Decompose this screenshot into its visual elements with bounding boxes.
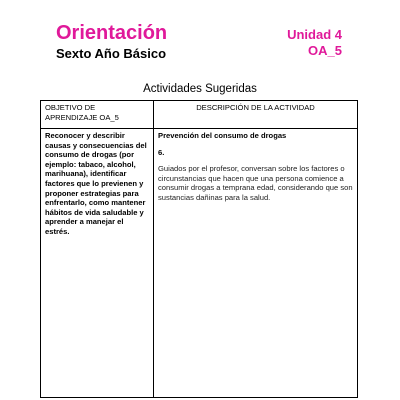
activity-description: Guiados por el profesor, conversan sobre los factores o circunstancias que hacen que una persona comience a consumir drogas a temprana edad, considerando que son sustancias dañinas para la salud.	[158, 164, 353, 202]
table-header-row	[41, 101, 358, 129]
activity-cell	[154, 129, 358, 398]
unit-label: Unidad 4	[287, 27, 342, 42]
page-subtitle: Sexto Año Básico	[56, 46, 167, 61]
activity-title: Prevención del consumo de drogas	[158, 131, 287, 140]
description-column-header: DESCRIPCIÓN DE LA ACTIVIDAD	[154, 101, 358, 129]
page-title: Orientación	[56, 22, 168, 44]
activity-number: 6.	[158, 147, 165, 157]
objective-code: OA_5	[308, 43, 342, 58]
header-left	[56, 22, 167, 62]
header-right	[287, 27, 342, 59]
activities-table	[40, 100, 358, 398]
objective-column-header: OBJETIVO DE APRENDIZAJE OA_5	[41, 101, 154, 129]
table-row	[41, 129, 358, 398]
objective-text: Reconocer y describir causas y consecuencias del consumo de drogas (por ejemplo: tabaco, alcohol, marihuana), identificar factores que lo previenen y proponer estrategias para enfrentarlo, como mantener hábitos de vida saludable y aprender a manejar el estrés.	[45, 131, 147, 236]
objective-cell	[41, 129, 154, 398]
section-title: Actividades Sugeridas	[143, 83, 257, 95]
